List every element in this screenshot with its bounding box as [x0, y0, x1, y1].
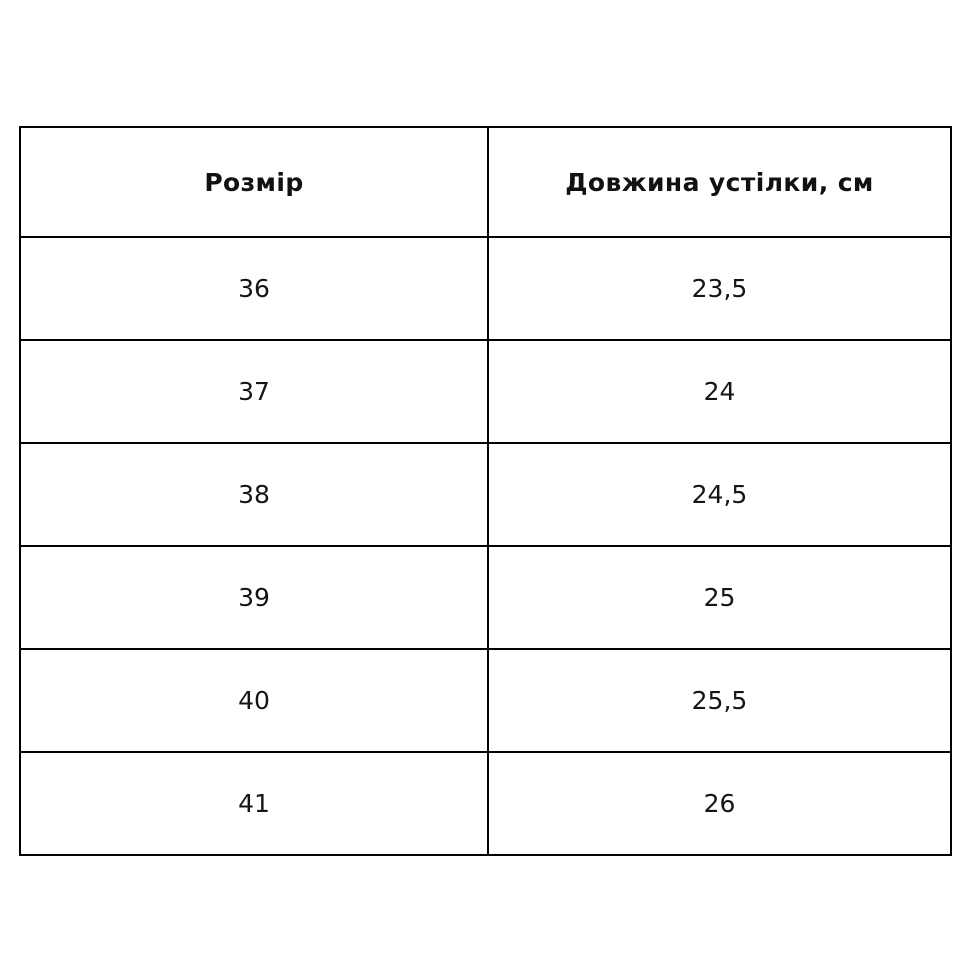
table-row — [20, 752, 951, 855]
cell-size: 41 — [20, 752, 488, 855]
table-row — [20, 237, 951, 340]
cell-insole-length: 25,5 — [488, 649, 951, 752]
cell-insole-length: 24 — [488, 340, 951, 443]
cell-size: 38 — [20, 443, 488, 546]
cell-insole-length: 24,5 — [488, 443, 951, 546]
table-header-row — [20, 127, 951, 237]
cell-size: 36 — [20, 237, 488, 340]
column-header-size: Розмір — [20, 127, 488, 237]
table-row — [20, 546, 951, 649]
table-row — [20, 443, 951, 546]
cell-size: 37 — [20, 340, 488, 443]
cell-insole-length: 26 — [488, 752, 951, 855]
cell-size: 40 — [20, 649, 488, 752]
table-row — [20, 340, 951, 443]
table-row — [20, 649, 951, 752]
column-header-insole-length: Довжина устілки, см — [488, 127, 951, 237]
table-body — [20, 237, 951, 855]
table-header — [20, 127, 951, 237]
cell-insole-length: 23,5 — [488, 237, 951, 340]
size-chart-table — [19, 126, 952, 856]
cell-insole-length: 25 — [488, 546, 951, 649]
size-chart-container — [19, 126, 950, 856]
cell-size: 39 — [20, 546, 488, 649]
